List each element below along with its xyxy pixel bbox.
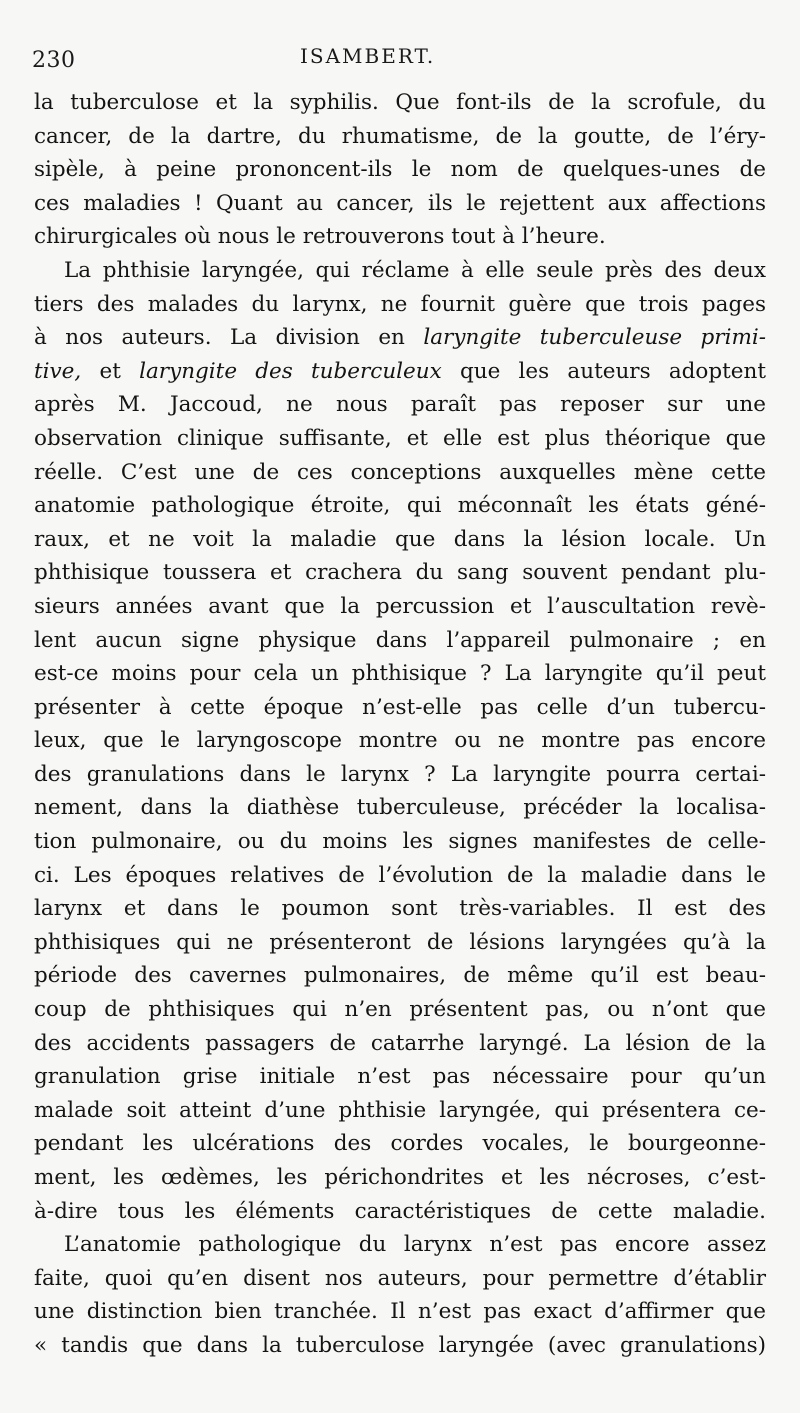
text-line: granulation grise initiale n’est pas nécessaire pour qu’un [34, 1064, 766, 1090]
text-line: tiers des malades du larynx, ne fournit guère que trois pages [34, 291, 766, 317]
text-line: la tuberculose et la syphilis. Que font-ils de la scrofule, du [34, 90, 766, 115]
text-line: à nos auteurs. La division en [34, 325, 424, 351]
text-line: phthisiques qui ne présenteront de lésions laryngées qu’à la [34, 929, 766, 955]
text-line-with-italic [34, 321, 766, 355]
text-line: coup de phthisiques qui n’en présentent pas, ou n’ont que [34, 997, 766, 1023]
italic-phrase: laryngite tuberculeuse primi- [423, 325, 766, 351]
text-line: anatomie pathologique étroite, qui méconnaît les états géné- [34, 493, 766, 519]
text-line: lent aucun signe physique dans l’appareil pulmonaire ; en [34, 627, 766, 653]
text-line: des accidents passagers de catarrhe laryngé. La lésion de la [34, 1030, 766, 1056]
text-line: après M. Jaccoud, ne nous paraît pas reposer sur une [34, 392, 766, 418]
text-line: ci. Les époques relatives de l’évolution de la maladie dans le [34, 862, 766, 888]
italic-phrase: tive, [34, 358, 82, 384]
running-head: ISAMBERT. [300, 44, 436, 68]
text-line: période des cavernes pulmonaires, de même qu’il est beau- [34, 963, 766, 989]
text-line: faite, quoi qu’en disent nos auteurs, pour permettre d’établir [34, 1265, 766, 1291]
text-line: ment, les œdèmes, les périchondrites et les nécroses, c’est- [34, 1165, 766, 1190]
text-line: une distinction bien tranchée. Il n’est pas exact d’affirmer que [34, 1299, 766, 1325]
text-line: réelle. C’est une de ces conceptions auxquelles mène cette [34, 459, 766, 485]
text-line: tion pulmonaire, ou du moins les signes manifestes de celle- [34, 829, 766, 855]
paragraph [34, 254, 766, 1228]
page-number: 230 [32, 48, 76, 73]
text-line: L’anatomie pathologique du larynx n’est pas encore assez [64, 1232, 766, 1258]
text-line: malade soit atteint d’une phthisie laryngée, qui présentera ce- [34, 1097, 766, 1123]
text-line-with-italic: tive, et laryngite des tuberculeux que les auteurs adoptent [34, 358, 766, 384]
text-line: sipèle, à peine prononcent-ils le nom de quelques-unes de [34, 157, 766, 183]
text-line: ces maladies ! Quant au cancer, ils le rejettent aux affections [34, 190, 766, 216]
text-line: chirurgicales où nous le retrouverons tout à l’heure. [34, 224, 606, 250]
text-line: sieurs années avant que la percussion et l’auscultation revè- [34, 593, 766, 619]
text-line: cancer, de la dartre, du rhumatisme, de la goutte, de l’éry- [34, 123, 766, 149]
text-line: est-ce moins pour cela un phthisique ? La laryngite qu’il peut [34, 661, 766, 687]
text-line: observation clinique suffisante, et elle est plus théorique que [34, 425, 766, 451]
text-line: nement, dans la diathèse tuberculeuse, précéder la localisa- [34, 795, 766, 821]
paragraph [34, 86, 766, 254]
body-text [34, 86, 766, 1363]
page-header [30, 40, 770, 80]
text-line: phthisique toussera et crachera du sang souvent pendant plu- [34, 560, 766, 586]
text-line: à-dire tous les éléments caractéristiques de cette maladie. [34, 1198, 766, 1224]
text-line: des granulations dans le larynx ? La laryngite pourra certai- [34, 761, 766, 787]
text-line: La phthisie laryngée, qui réclame à elle seule près des deux [64, 257, 766, 283]
text-line: leux, que le laryngoscope montre ou ne montre pas encore [34, 728, 766, 754]
paragraph [34, 1228, 766, 1362]
text-line: présenter à cette époque n’est-elle pas celle d’un tubercu- [34, 694, 766, 720]
text-line: raux, et ne voit la maladie que dans la lésion locale. Un [34, 526, 766, 552]
text-line: larynx et dans le poumon sont très-variables. Il est des [34, 896, 766, 922]
text-line: pendant les ulcérations des cordes vocales, le bourgeonne- [34, 1131, 766, 1157]
italic-phrase: laryngite des tuberculeux [139, 358, 442, 384]
text-line: « tandis que dans la tuberculose laryngée (avec granulations) [34, 1332, 766, 1358]
